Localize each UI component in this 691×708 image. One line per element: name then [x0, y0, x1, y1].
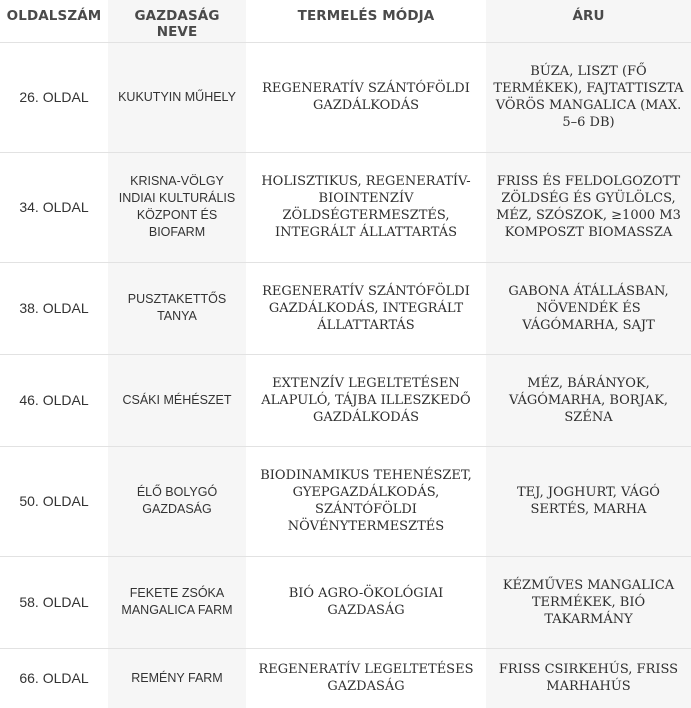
- goods-cell: TEJ, JOGHURT, VÁGÓ SERTÉS, MARHA: [486, 446, 691, 556]
- method-cell: BIODINAMIKUS TEHENÉSZET, GYEPGAZDÁLKODÁS, SZÁNTÓFÖLDI NÖVÉNYTERMESZTÉS: [246, 446, 486, 556]
- farm-cell: KUKUTYIN MŰHELY: [108, 42, 246, 152]
- header-page: OLDALSZÁM: [6, 8, 102, 24]
- farm-cell: ÉLŐ BOLYGÓ GAZDASÁG: [108, 446, 246, 556]
- header-method: TERMELÉS MÓDJA: [297, 8, 435, 24]
- method-cell: REGENERATÍV SZÁNTÓFÖLDI GAZDÁLKODÁS: [246, 42, 486, 152]
- method-cell: EXTENZÍV LEGELTETÉSEN ALAPULÓ, TÁJBA ILLESZKEDŐ GAZDÁLKODÁS: [246, 354, 486, 446]
- goods-cell: KÉZMŰVES MANGALICA TERMÉKEK, BIÓ TAKARMÁNY: [486, 556, 691, 648]
- farm-cell: CSÁKI MÉHÉSZET: [108, 354, 246, 446]
- method-cell: REGENERATÍV SZÁNTÓFÖLDI GAZDÁLKODÁS, INTEGRÁLT ÁLLATTARTÁS: [246, 262, 486, 354]
- goods-cell: BÚZA, LISZT (FŐ TERMÉKEK), FAJTATTISZTA VÖRÖS MANGALICA (MAX. 5–6 DB): [486, 42, 691, 152]
- table-row: [0, 152, 691, 262]
- farm-cell: KRISNA-VÖLGY INDIAI KULTURÁLIS KÖZPONT ÉS BIOFARM: [108, 152, 246, 262]
- page-cell: 58. OLDAL: [0, 556, 108, 648]
- goods-cell: GABONA ÁTÁLLÁSBAN, NÖVENDÉK ÉS VÁGÓMARHA, SAJT: [486, 262, 691, 354]
- goods-cell: FRISS ÉS FELDOLGOZOTT ZÖLDSÉG ÉS GYÜLÖLCS, MÉZ, SZÓSZOK, ≥1000 M3 KOMPOSZT BIOMASSZA: [486, 152, 691, 262]
- goods-cell: MÉZ, BÁRÁNYOK, VÁGÓMARHA, BORJAK, SZÉNA: [486, 354, 691, 446]
- table-row: [0, 354, 691, 446]
- page-cell: 66. OLDAL: [0, 648, 108, 708]
- method-cell: REGENERATÍV LEGELTETÉSES GAZDASÁG: [246, 648, 486, 708]
- header-goods: ÁRU: [486, 0, 691, 42]
- table-row: [0, 446, 691, 556]
- method-cell: BIÓ AGRO-ÖKOLÓGIAI GAZDASÁG: [246, 556, 486, 648]
- farm-cell: FEKETE ZSÓKA MANGALICA FARM: [108, 556, 246, 648]
- table-row: [0, 42, 691, 152]
- goods-cell: FRISS CSIRKEHÚS, FRISS MARHAHÚS: [486, 648, 691, 708]
- farm-cell: PUSZTAKETTŐS TANYA: [108, 262, 246, 354]
- table-row: [0, 556, 691, 648]
- page-cell: 34. OLDAL: [0, 152, 108, 262]
- table-row: [0, 648, 691, 708]
- page-cell: 46. OLDAL: [0, 354, 108, 446]
- page-cell: 38. OLDAL: [0, 262, 108, 354]
- header-row: [0, 0, 691, 42]
- page-cell: 50. OLDAL: [0, 446, 108, 556]
- table-row: [0, 262, 691, 354]
- method-cell: HOLISZTIKUS, REGENERATÍV-BIOINTENZÍV ZÖLDSÉGTERMESZTÉS, INTEGRÁLT ÁLLATTARTÁS: [246, 152, 486, 262]
- header-farm: GAZDASÁG NEVE: [108, 0, 246, 42]
- farm-cell: REMÉNY FARM: [108, 648, 246, 708]
- page-cell: 26. OLDAL: [0, 42, 108, 152]
